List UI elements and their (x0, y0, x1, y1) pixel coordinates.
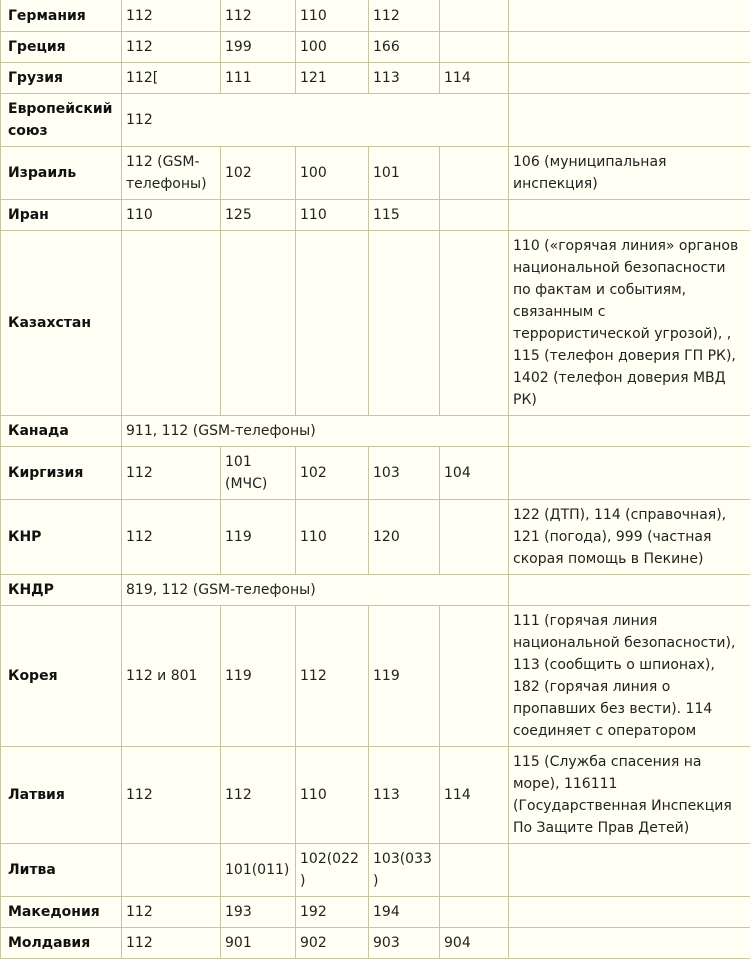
number-cell: 100 (296, 32, 369, 63)
number-cell: 110 (296, 0, 369, 32)
number-cell (440, 0, 509, 32)
table-row (1, 63, 750, 94)
notes-cell (509, 928, 750, 959)
country-cell: Латвия (1, 747, 122, 844)
notes-cell (509, 897, 750, 928)
number-cell: 112 (122, 32, 221, 63)
number-cell: 112 (221, 747, 296, 844)
notes-cell (509, 416, 750, 447)
number-cell (369, 231, 440, 416)
number-cell: 121 (296, 63, 369, 94)
table-row (1, 844, 750, 897)
country-cell: Израиль (1, 147, 122, 200)
country-cell: Киргизия (1, 447, 122, 500)
number-cell (440, 200, 509, 231)
notes-cell: 106 (муниципальная инспекция) (509, 147, 750, 200)
number-cell: 102 (296, 447, 369, 500)
notes-cell: 110 («горячая линия» органов национальной безопасности по фактам и событиям, связанным с террористической угрозой), , 115 (телефон доверия ГП РК), 1402 (телефон доверия МВД РК) (509, 231, 750, 416)
number-cell: 125 (221, 200, 296, 231)
number-cell: 903 (369, 928, 440, 959)
number-cell: 194 (369, 897, 440, 928)
number-cell: 112 (GSM-телефоны) (122, 147, 221, 200)
notes-cell: 122 (ДТП), 114 (справочная), 121 (погода), 999 (частная скорая помощь в Пекине) (509, 500, 750, 575)
number-cell: 114 (440, 63, 509, 94)
table-row (1, 416, 750, 447)
number-cell: 113 (369, 747, 440, 844)
number-cell: 192 (296, 897, 369, 928)
number-cell: 119 (369, 606, 440, 747)
number-cell (440, 897, 509, 928)
notes-cell (509, 63, 750, 94)
number-cell (440, 147, 509, 200)
number-cell: 112 (122, 897, 221, 928)
number-cell: 112 (122, 500, 221, 575)
number-cell: 110 (296, 200, 369, 231)
country-cell: КНДР (1, 575, 122, 606)
number-cell: 104 (440, 447, 509, 500)
number-cell: 904 (440, 928, 509, 959)
number-cell: 119 (221, 500, 296, 575)
notes-cell (509, 32, 750, 63)
table-row (1, 147, 750, 200)
table-row (1, 94, 750, 147)
country-cell: Македония (1, 897, 122, 928)
country-cell: Казахстан (1, 231, 122, 416)
table-row (1, 500, 750, 575)
country-cell: Германия (1, 0, 122, 32)
number-cell: 100 (296, 147, 369, 200)
country-cell: Молдавия (1, 928, 122, 959)
number-cell (440, 32, 509, 63)
notes-cell: 115 (Служба спасения на море), 116111 (Государственная Инспекция По Защите Прав Детей) (509, 747, 750, 844)
number-cell: 112[ (122, 63, 221, 94)
number-cell: 193 (221, 897, 296, 928)
number-cell (296, 231, 369, 416)
table-row (1, 231, 750, 416)
number-cell: 102(022) (296, 844, 369, 897)
number-cell: 112 (122, 747, 221, 844)
number-cell: 119 (221, 606, 296, 747)
number-cell: 112 (122, 0, 221, 32)
table-row (1, 200, 750, 231)
table-body (1, 0, 750, 959)
number-cell: 110 (122, 200, 221, 231)
table-row (1, 606, 750, 747)
number-cell: 112 (296, 606, 369, 747)
numbers-span-cell: 819, 112 (GSM-телефоны) (122, 575, 509, 606)
number-cell (440, 231, 509, 416)
number-cell (122, 231, 221, 416)
table-row (1, 575, 750, 606)
number-cell: 101 (369, 147, 440, 200)
number-cell: 112 (122, 928, 221, 959)
table-row (1, 32, 750, 63)
notes-cell: 111 (горячая линия национальной безопасности), 113 (сообщить о шпионах), 182 (горячая линия о пропавших без вести). 114 соединяет с оператором (509, 606, 750, 747)
table-row (1, 747, 750, 844)
table-row (1, 928, 750, 959)
number-cell (440, 606, 509, 747)
country-cell: Канада (1, 416, 122, 447)
country-cell: Греция (1, 32, 122, 63)
number-cell: 103(033) (369, 844, 440, 897)
number-cell: 103 (369, 447, 440, 500)
number-cell: 902 (296, 928, 369, 959)
number-cell: 901 (221, 928, 296, 959)
country-cell: Литва (1, 844, 122, 897)
number-cell: 112 и 801 (122, 606, 221, 747)
number-cell: 166 (369, 32, 440, 63)
notes-cell (509, 200, 750, 231)
country-cell: КНР (1, 500, 122, 575)
number-cell (440, 500, 509, 575)
country-cell: Корея (1, 606, 122, 747)
country-cell: Иран (1, 200, 122, 231)
table-row (1, 0, 750, 32)
notes-cell (509, 94, 750, 147)
table-row (1, 897, 750, 928)
number-cell: 110 (296, 500, 369, 575)
number-cell: 101 (МЧС) (221, 447, 296, 500)
notes-cell (509, 0, 750, 32)
number-cell: 112 (369, 0, 440, 32)
number-cell (221, 231, 296, 416)
number-cell: 115 (369, 200, 440, 231)
number-cell: 114 (440, 747, 509, 844)
number-cell: 112 (221, 0, 296, 32)
notes-cell (509, 447, 750, 500)
number-cell: 199 (221, 32, 296, 63)
notes-cell (509, 575, 750, 606)
number-cell: 101(011) (221, 844, 296, 897)
number-cell (440, 844, 509, 897)
table-row (1, 447, 750, 500)
number-cell: 102 (221, 147, 296, 200)
country-cell: Грузия (1, 63, 122, 94)
notes-cell (509, 844, 750, 897)
number-cell: 113 (369, 63, 440, 94)
number-cell: 120 (369, 500, 440, 575)
number-cell: 112 (122, 447, 221, 500)
number-cell: 111 (221, 63, 296, 94)
numbers-span-cell: 112 (122, 94, 509, 147)
numbers-span-cell: 911, 112 (GSM-телефоны) (122, 416, 509, 447)
number-cell (122, 844, 221, 897)
country-cell: Европейский союз (1, 94, 122, 147)
number-cell: 110 (296, 747, 369, 844)
